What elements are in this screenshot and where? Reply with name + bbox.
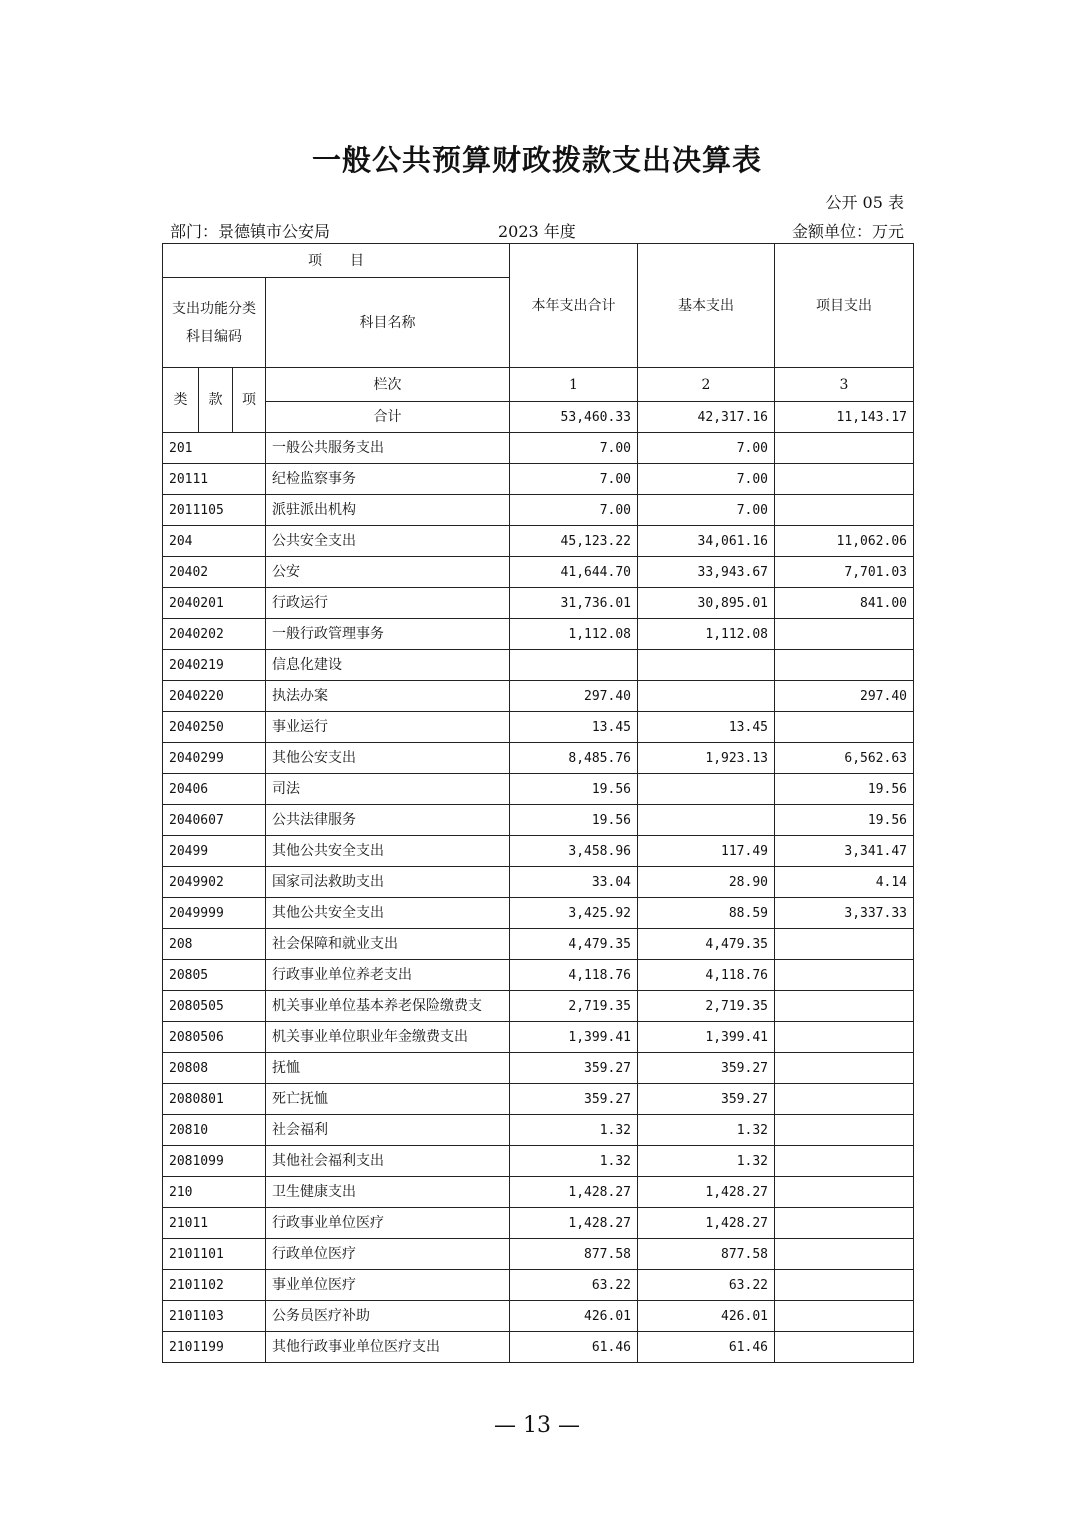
row-basic: 7.00 [638, 464, 775, 495]
table-row [163, 557, 914, 588]
row-basic: 1,923.13 [638, 743, 775, 774]
row-name: 公共法律服务 [266, 805, 510, 836]
row-total: 8,485.76 [510, 743, 638, 774]
row-project [775, 1301, 914, 1332]
row-basic: 1,112.08 [638, 619, 775, 650]
row-name: 事业单位医疗 [266, 1270, 510, 1301]
table-row [163, 650, 914, 681]
row-code: 2101102 [163, 1270, 266, 1301]
row-project: 19.56 [775, 805, 914, 836]
row-name: 行政单位医疗 [266, 1239, 510, 1270]
row-code: 2101101 [163, 1239, 266, 1270]
table-row [163, 1332, 914, 1363]
header-col3: 3 [775, 368, 914, 402]
total-sum: 53,460.33 [510, 402, 638, 433]
header-xiang: 项 [233, 368, 266, 433]
header-heji: 合计 [266, 402, 510, 433]
row-total: 31,736.01 [510, 588, 638, 619]
table-row [163, 712, 914, 743]
row-total: 33.04 [510, 867, 638, 898]
row-project [775, 433, 914, 464]
row-total: 877.58 [510, 1239, 638, 1270]
row-name: 公务员医疗补助 [266, 1301, 510, 1332]
row-basic: 33,943.67 [638, 557, 775, 588]
row-name: 其他社会福利支出 [266, 1146, 510, 1177]
row-name: 行政运行 [266, 588, 510, 619]
table-row [163, 805, 914, 836]
header-basic: 基本支出 [638, 244, 775, 368]
row-code: 2049902 [163, 867, 266, 898]
row-name: 派驻派出机构 [266, 495, 510, 526]
row-project [775, 1208, 914, 1239]
row-name: 社会福利 [266, 1115, 510, 1146]
header-col1: 1 [510, 368, 638, 402]
row-name: 行政事业单位养老支出 [266, 960, 510, 991]
row-project [775, 1270, 914, 1301]
row-code: 204 [163, 526, 266, 557]
table-row [163, 867, 914, 898]
row-basic: 359.27 [638, 1053, 775, 1084]
row-total: 1,112.08 [510, 619, 638, 650]
row-total: 19.56 [510, 774, 638, 805]
row-total: 7.00 [510, 464, 638, 495]
row-total: 1.32 [510, 1146, 638, 1177]
row-basic: 1,399.41 [638, 1022, 775, 1053]
expenditure-table [162, 243, 914, 1363]
table-row [163, 836, 914, 867]
row-basic: 2,719.35 [638, 991, 775, 1022]
row-project [775, 1146, 914, 1177]
row-project [775, 960, 914, 991]
row-basic: 88.59 [638, 898, 775, 929]
total-project: 11,143.17 [775, 402, 914, 433]
header-col2: 2 [638, 368, 775, 402]
table-row [163, 1239, 914, 1270]
row-code: 20111 [163, 464, 266, 495]
row-total: 4,118.76 [510, 960, 638, 991]
row-project: 3,337.33 [775, 898, 914, 929]
row-name: 事业运行 [266, 712, 510, 743]
table-row [163, 526, 914, 557]
row-basic: 28.90 [638, 867, 775, 898]
row-code: 201 [163, 433, 266, 464]
row-project: 11,062.06 [775, 526, 914, 557]
row-basic [638, 650, 775, 681]
row-project [775, 650, 914, 681]
row-project [775, 1332, 914, 1363]
table-row [163, 1270, 914, 1301]
header-code-group: 支出功能分类科目编码 [163, 278, 266, 368]
row-name: 公安 [266, 557, 510, 588]
table-row [163, 1177, 914, 1208]
row-project [775, 1177, 914, 1208]
table-row [163, 929, 914, 960]
header-lei: 类 [163, 368, 199, 433]
row-name: 国家司法救助支出 [266, 867, 510, 898]
row-project: 19.56 [775, 774, 914, 805]
row-total: 359.27 [510, 1053, 638, 1084]
row-code: 2080505 [163, 991, 266, 1022]
document-title: 一般公共预算财政拨款支出决算表 [311, 143, 762, 177]
table-row [163, 495, 914, 526]
row-total: 4,479.35 [510, 929, 638, 960]
row-basic: 34,061.16 [638, 526, 775, 557]
department-label: 部门：景德镇市公安局 [170, 222, 331, 241]
row-basic: 117.49 [638, 836, 775, 867]
row-project [775, 929, 914, 960]
row-total: 63.22 [510, 1270, 638, 1301]
table-row [163, 433, 914, 464]
row-project: 4.14 [775, 867, 914, 898]
row-name: 其他行政事业单位医疗支出 [266, 1332, 510, 1363]
row-basic: 877.58 [638, 1239, 775, 1270]
row-project [775, 1239, 914, 1270]
row-name: 其他公共安全支出 [266, 836, 510, 867]
row-total: 7.00 [510, 433, 638, 464]
row-code: 2040202 [163, 619, 266, 650]
row-name: 其他公共安全支出 [266, 898, 510, 929]
row-basic: 30,895.01 [638, 588, 775, 619]
row-project [775, 712, 914, 743]
row-basic: 1.32 [638, 1115, 775, 1146]
row-basic: 13.45 [638, 712, 775, 743]
header-project: 项目支出 [775, 244, 914, 368]
table-number: 公开 05 表 [825, 193, 904, 212]
row-basic: 63.22 [638, 1270, 775, 1301]
header-item: 项 目 [163, 244, 510, 278]
row-total: 3,425.92 [510, 898, 638, 929]
row-code: 21011 [163, 1208, 266, 1239]
row-total: 41,644.70 [510, 557, 638, 588]
row-total: 3,458.96 [510, 836, 638, 867]
header-name: 科目名称 [266, 278, 510, 368]
header-kuan: 款 [199, 368, 233, 433]
table-row [163, 619, 914, 650]
row-total: 1,399.41 [510, 1022, 638, 1053]
table-row [163, 1084, 914, 1115]
row-basic: 4,118.76 [638, 960, 775, 991]
row-total: 426.01 [510, 1301, 638, 1332]
row-project [775, 619, 914, 650]
row-basic: 1.32 [638, 1146, 775, 1177]
row-total: 1,428.27 [510, 1177, 638, 1208]
row-total: 1,428.27 [510, 1208, 638, 1239]
row-name: 纪检监察事务 [266, 464, 510, 495]
row-name: 信息化建设 [266, 650, 510, 681]
currency-unit: 金额单位：万元 [791, 222, 904, 241]
table-row [163, 681, 914, 712]
row-project: 297.40 [775, 681, 914, 712]
row-code: 2040250 [163, 712, 266, 743]
row-total: 45,123.22 [510, 526, 638, 557]
row-name: 执法办案 [266, 681, 510, 712]
row-code: 2049999 [163, 898, 266, 929]
row-code: 210 [163, 1177, 266, 1208]
row-project [775, 1115, 914, 1146]
row-basic: 4,479.35 [638, 929, 775, 960]
table-row [163, 1115, 914, 1146]
table-row [163, 464, 914, 495]
row-code: 20499 [163, 836, 266, 867]
row-name: 机关事业单位基本养老保险缴费支 [266, 991, 510, 1022]
row-code: 20810 [163, 1115, 266, 1146]
row-total: 19.56 [510, 805, 638, 836]
row-code: 2040607 [163, 805, 266, 836]
row-name: 社会保障和就业支出 [266, 929, 510, 960]
row-code: 2011105 [163, 495, 266, 526]
row-code: 20808 [163, 1053, 266, 1084]
row-basic: 426.01 [638, 1301, 775, 1332]
row-basic [638, 774, 775, 805]
row-basic: 1,428.27 [638, 1208, 775, 1239]
row-name: 其他公安支出 [266, 743, 510, 774]
row-basic: 1,428.27 [638, 1177, 775, 1208]
row-code: 2081099 [163, 1146, 266, 1177]
row-code: 2040201 [163, 588, 266, 619]
row-name: 一般行政管理事务 [266, 619, 510, 650]
row-code: 2040219 [163, 650, 266, 681]
table-row [163, 898, 914, 929]
row-name: 卫生健康支出 [266, 1177, 510, 1208]
row-name: 司法 [266, 774, 510, 805]
row-project [775, 991, 914, 1022]
table-row [163, 1208, 914, 1239]
row-total: 13.45 [510, 712, 638, 743]
row-name: 公共安全支出 [266, 526, 510, 557]
row-project: 3,341.47 [775, 836, 914, 867]
table-row [163, 1053, 914, 1084]
row-project [775, 1022, 914, 1053]
table-row [163, 991, 914, 1022]
row-name: 机关事业单位职业年金缴费支出 [266, 1022, 510, 1053]
table-row [163, 960, 914, 991]
row-total [510, 650, 638, 681]
row-name: 一般公共服务支出 [266, 433, 510, 464]
row-basic [638, 681, 775, 712]
table-row [163, 1301, 914, 1332]
row-code: 208 [163, 929, 266, 960]
row-basic: 7.00 [638, 433, 775, 464]
row-basic: 7.00 [638, 495, 775, 526]
row-project: 7,701.03 [775, 557, 914, 588]
row-code: 2080801 [163, 1084, 266, 1115]
row-total: 359.27 [510, 1084, 638, 1115]
row-total: 1.32 [510, 1115, 638, 1146]
table-row [163, 774, 914, 805]
row-total: 297.40 [510, 681, 638, 712]
table-row [163, 588, 914, 619]
row-project: 841.00 [775, 588, 914, 619]
table-row [163, 1146, 914, 1177]
fiscal-year: 2023 年度 [498, 222, 576, 241]
row-total: 2,719.35 [510, 991, 638, 1022]
row-name: 抚恤 [266, 1053, 510, 1084]
page-number: — 13 — [494, 1413, 580, 1438]
row-total: 7.00 [510, 495, 638, 526]
row-code: 2040220 [163, 681, 266, 712]
row-code: 20805 [163, 960, 266, 991]
row-project [775, 1084, 914, 1115]
row-project: 6,562.63 [775, 743, 914, 774]
row-code: 2101103 [163, 1301, 266, 1332]
row-name: 行政事业单位医疗 [266, 1208, 510, 1239]
row-code: 2080506 [163, 1022, 266, 1053]
row-project [775, 495, 914, 526]
row-basic: 61.46 [638, 1332, 775, 1363]
row-code: 2040299 [163, 743, 266, 774]
header-total: 本年支出合计 [510, 244, 638, 368]
header-lanci: 栏次 [266, 368, 510, 402]
row-name: 死亡抚恤 [266, 1084, 510, 1115]
table-row [163, 743, 914, 774]
row-basic [638, 805, 775, 836]
total-basic: 42,317.16 [638, 402, 775, 433]
row-project [775, 1053, 914, 1084]
row-code: 20406 [163, 774, 266, 805]
row-basic: 359.27 [638, 1084, 775, 1115]
row-code: 20402 [163, 557, 266, 588]
row-total: 61.46 [510, 1332, 638, 1363]
row-project [775, 464, 914, 495]
table-row [163, 1022, 914, 1053]
row-code: 2101199 [163, 1332, 266, 1363]
